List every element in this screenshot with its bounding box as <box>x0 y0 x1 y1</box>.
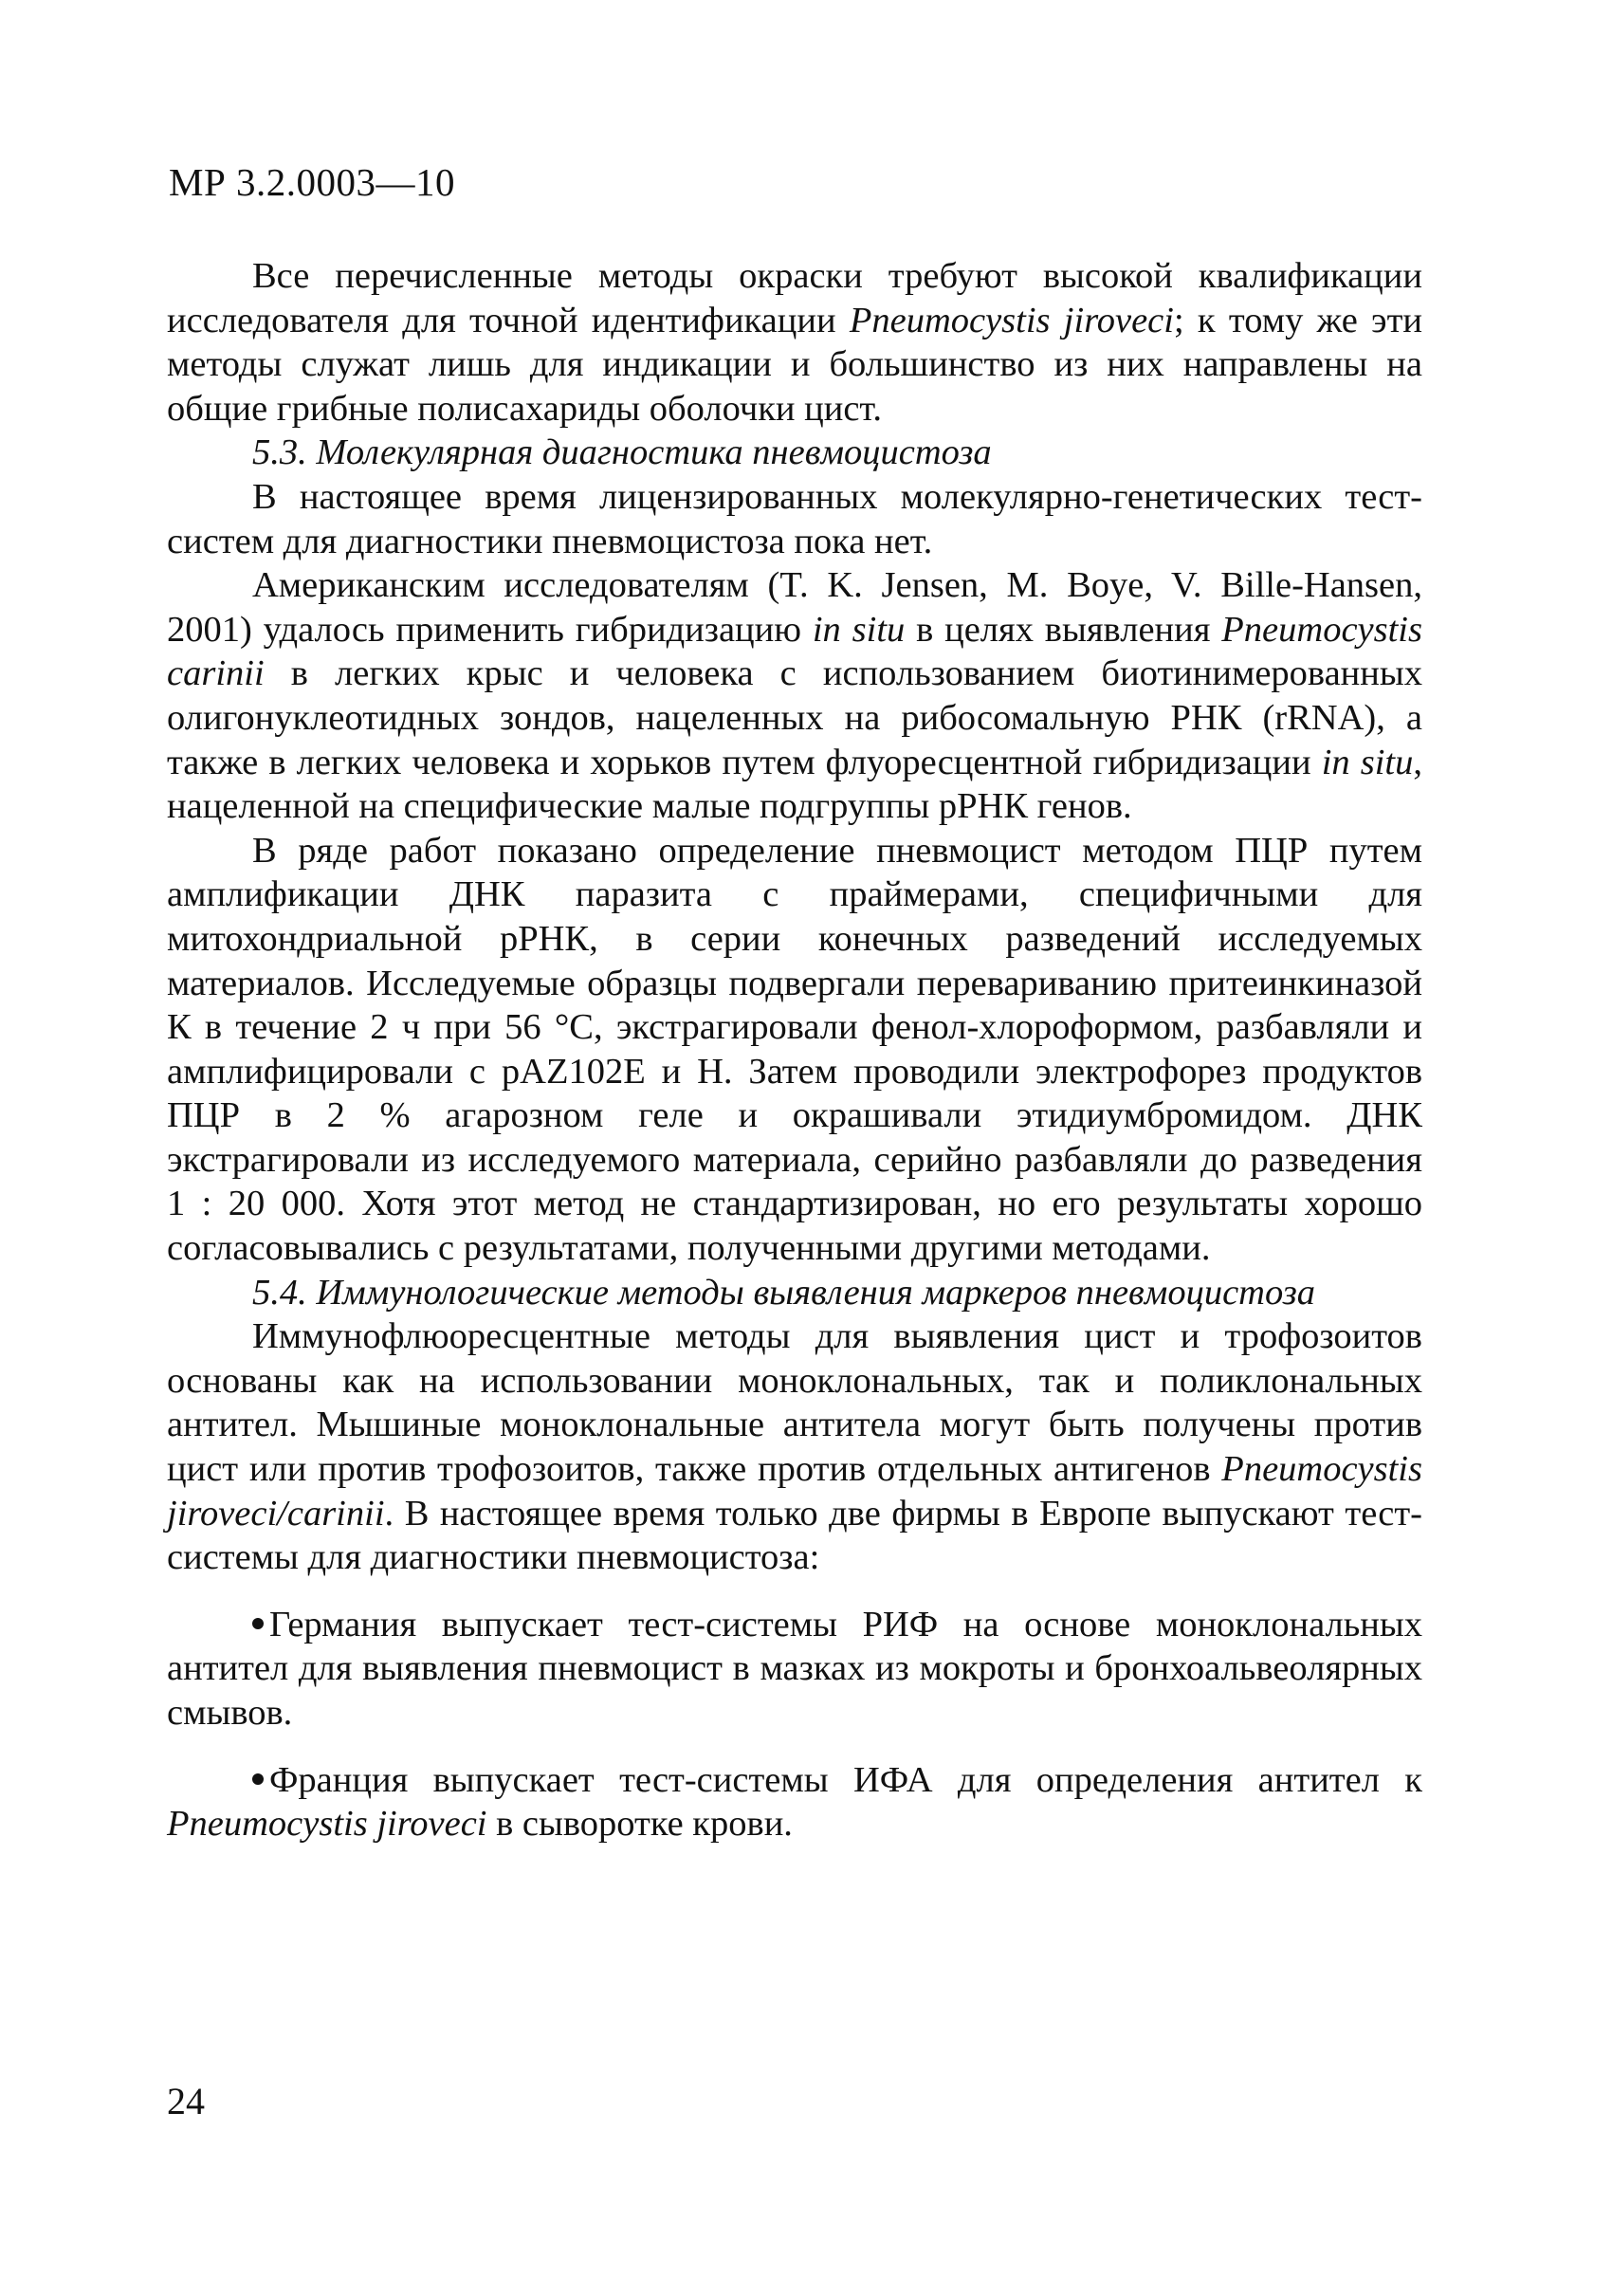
paragraph-immunofluorescence <box>167 1314 1422 1580</box>
paragraph-american-researchers <box>167 563 1422 829</box>
latin-term: in situ <box>1321 742 1414 782</box>
document-body <box>167 254 1422 1846</box>
text-run: ; к тому же эти методы служат лишь для индикации и большинство из них направлены на общие грибные полисахариды оболочки цист. <box>167 300 1422 429</box>
paragraph-no-licensed-systems: В настоящее время лицензированных молекулярно-генетических тест-систем для диагностики пневмоцистоза пока нет. <box>167 476 1422 561</box>
text-run: Все перечисленные методы окраски требуют высокой квалификации исследователя для точной идентификации <box>167 256 1422 340</box>
bullet-icon <box>252 1618 264 1629</box>
section-title-5-3: 5.3. Молекулярная диагностика пневмоцистоза <box>252 432 992 473</box>
text-run: в легких крыс и человека с использованием биотинимерованных олигонуклеотидных зондов, нацеленных на рибосомальную РНК (rRNA), а также в легких человека и хорьков путем флуоресцентной гибридизации <box>167 653 1422 782</box>
document-code-header: МР 3.2.0003—10 <box>169 160 456 204</box>
paragraph-pcr-method: В ряде работ показано определение пневмоцист методом ПЦР путем амплификации ДНК паразита с праймерами, специфичными для митохондриальной рРНК, в серии конечных разведений исследуемых материалов. Исследуемые образцы подвергали перевариванию притеинкиназой К в течение 2 ч при 56 °С, экстрагировали фенол-хлороформом, разбавляли и амплифицировали с pAZ102E и Н. Затем проводили электрофорез продуктов ПЦР в 2 % агарозном геле и окрашивали этидиумбромидом. ДНК экстрагировали из исследуемого материала, серийно разбавляли до разведения 1 : 20 000. Хотя этот метод не стандартизирован, но его результаты хорошо согласовывались с результатами, полученными другими методами. <box>167 830 1422 1269</box>
text-run: Американским исследователям (T. K. Jensen, M. Boye, V. Bille-Hansen, 2001) удалось применить гибридизацию <box>167 565 1422 650</box>
species-name: Pneumocystis carinii <box>167 609 1422 694</box>
paragraph-staining-methods <box>167 254 1422 431</box>
bullet-text: Франция выпускает тест-системы ИФА для определения антител к <box>269 1759 1422 1800</box>
species-name: Pneumocystis jiroveci <box>167 1804 487 1845</box>
page-number: 24 <box>167 2080 205 2122</box>
section-title-5-4: 5.4. Иммунологические методы выявления маркеров пневмоцистоза <box>252 1272 1315 1313</box>
bullet-item-france <box>167 1758 1422 1846</box>
bullet-text: в сыворотке крови. <box>486 1804 793 1845</box>
bullet-icon <box>252 1773 264 1785</box>
species-name: Pneumocystis jiroveci/carinii <box>167 1449 1422 1534</box>
bullet-item-germany <box>167 1603 1422 1736</box>
bullet-text: Германия выпускает тест-системы РИФ на основе моноклональных антител для выявления пневмоцист в мазках из мокроты и бронхоальвеолярных смывов. <box>167 1604 1422 1733</box>
species-name: Pneumocystis jiroveci <box>849 300 1174 340</box>
latin-term: in situ <box>812 609 906 650</box>
text-run: , нацеленной на специфические малые подгруппы рРНК генов. <box>167 742 1422 827</box>
text-run: в целях выявления <box>905 609 1222 650</box>
text-run: Иммунофлюоресцентные методы для выявления цист и трофозоитов основаны как на использовании моноклональных, так и поликлональных антител. Мышиные моноклональные антитела могут быть получены против цист или против трофозоитов, также против отдельных антигенов <box>167 1316 1422 1490</box>
text-run: . В настоящее время только две фирмы в Европе выпускают тест-системы для диагностики пневмоцистоза: <box>167 1493 1422 1578</box>
